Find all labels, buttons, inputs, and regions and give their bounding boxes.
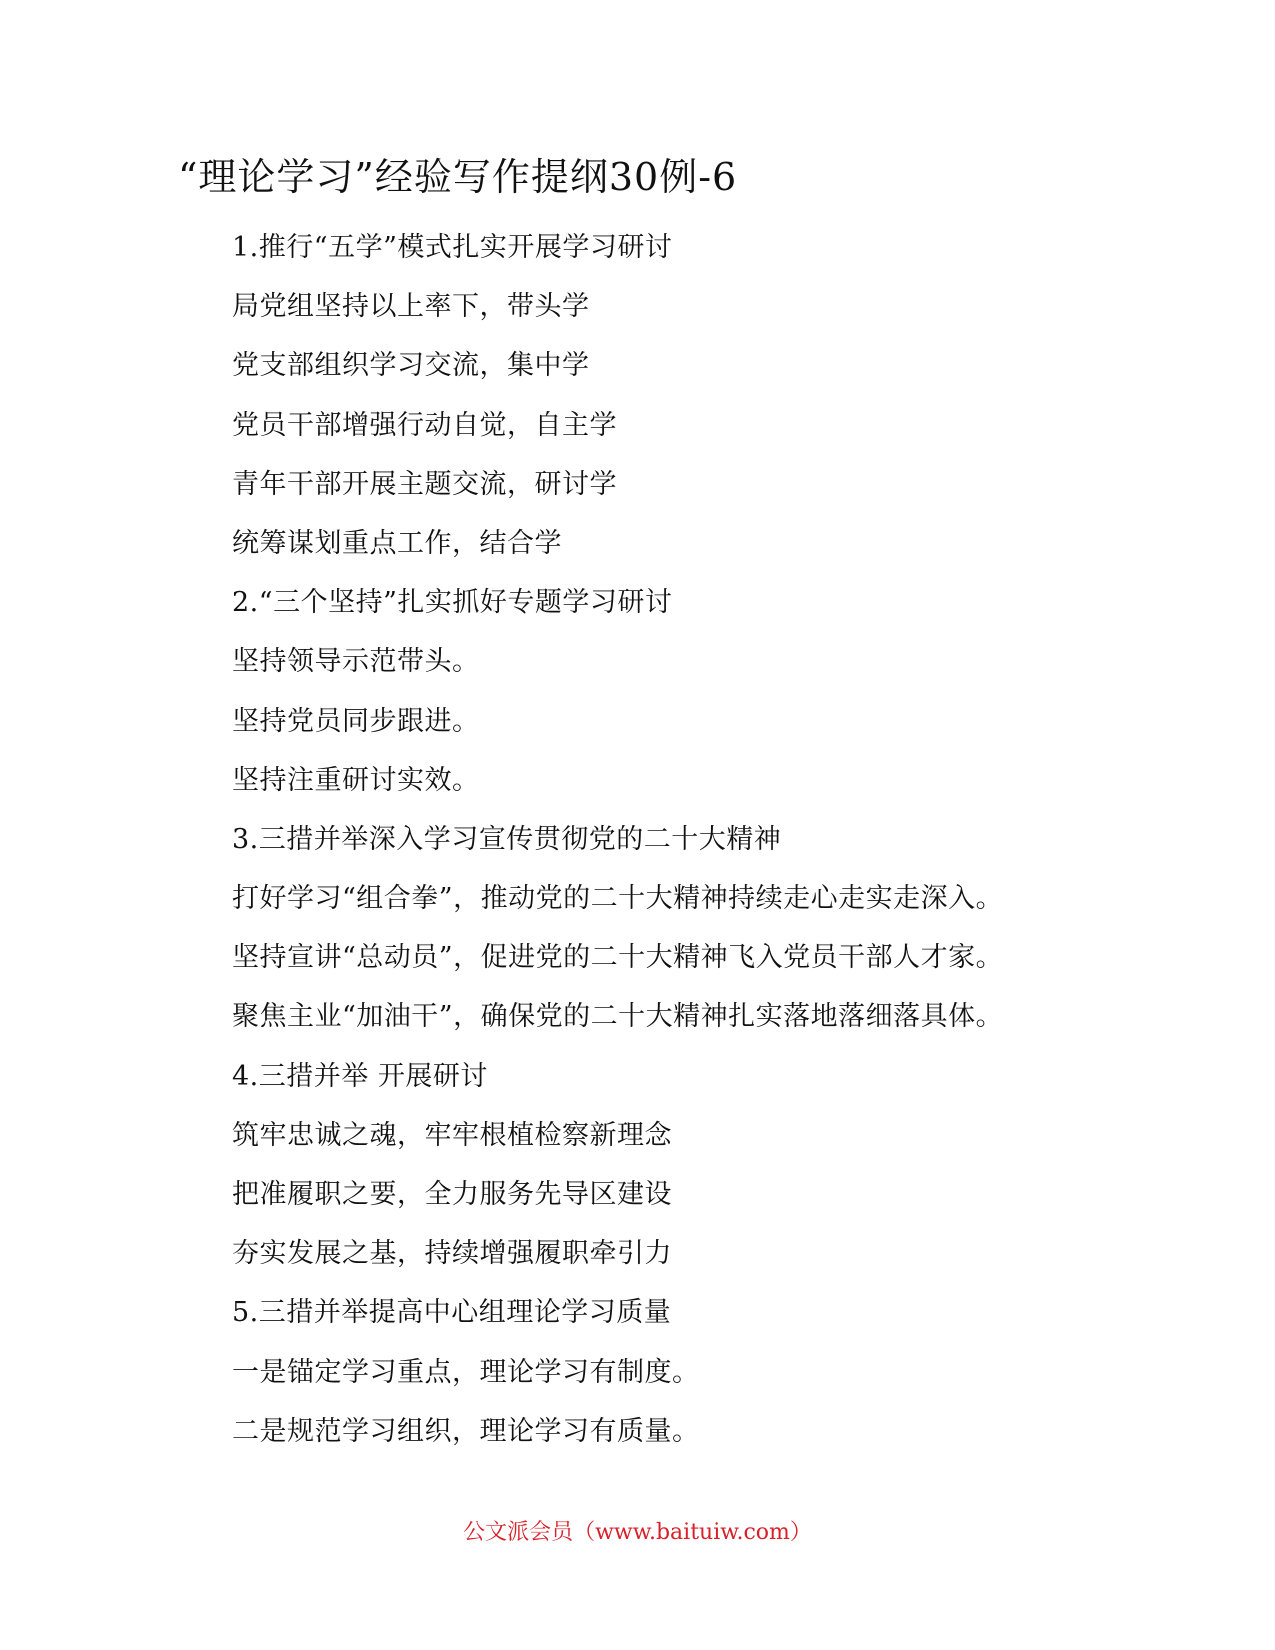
paragraph-line: 党支部组织学习交流，集中学	[232, 350, 590, 382]
paragraph-line: 聚焦主业“加油干”，确保党的二十大精神扎实落地落细落具体。	[232, 1001, 1004, 1033]
paragraph-line: 局党组坚持以上率下，带头学	[232, 291, 590, 323]
section-heading-1: 1.推行“五学”模式扎实开展学习研讨	[232, 232, 673, 263]
section-heading-4: 4.三措并举 开展研讨	[232, 1060, 488, 1092]
document-title: “理论学习”经验写作提纲30例-6	[178, 155, 738, 199]
paragraph-line: 把准履职之要，全力服务先导区建设	[232, 1179, 672, 1210]
paragraph-line: 夯实发展之基，持续增强履职牵引力	[232, 1238, 672, 1270]
paragraph-line: 统筹谋划重点工作，结合学	[232, 527, 562, 559]
paragraph-line: 坚持党员同步跟进。	[232, 705, 480, 737]
section-heading-5: 5.三措并举提高中心组理论学习质量	[232, 1297, 672, 1329]
footer-watermark: 公文派会员（www.baituiw.com）	[463, 1520, 812, 1545]
paragraph-line: 一是锚定学习重点，理论学习有制度。	[232, 1356, 700, 1388]
paragraph-line: 青年干部开展主题交流，研讨学	[232, 468, 617, 500]
document-body	[232, 218, 1232, 1461]
section-heading-3: 3.三措并举深入学习宣传贯彻党的二十大精神	[232, 823, 782, 855]
paragraph-line: 筑牢忠诚之魂，牢牢根植检察新理念	[232, 1119, 672, 1151]
paragraph-line: 坚持注重研讨实效。	[232, 764, 480, 796]
paragraph-line: 坚持宣讲“总动员”，促进党的二十大精神飞入党员干部人才家。	[232, 942, 1004, 974]
paragraph-line: 打好学习“组合拳”，推动党的二十大精神持续走心走实走深入。	[232, 883, 1004, 915]
section-heading-2: 2.“三个坚持”扎实抓好专题学习研讨	[232, 587, 673, 619]
paragraph-line: 二是规范学习组织，理论学习有质量。	[232, 1415, 700, 1447]
paragraph-line: 坚持领导示范带头。	[232, 646, 480, 678]
paragraph-line: 党员干部增强行动自觉，自主学	[232, 409, 617, 441]
